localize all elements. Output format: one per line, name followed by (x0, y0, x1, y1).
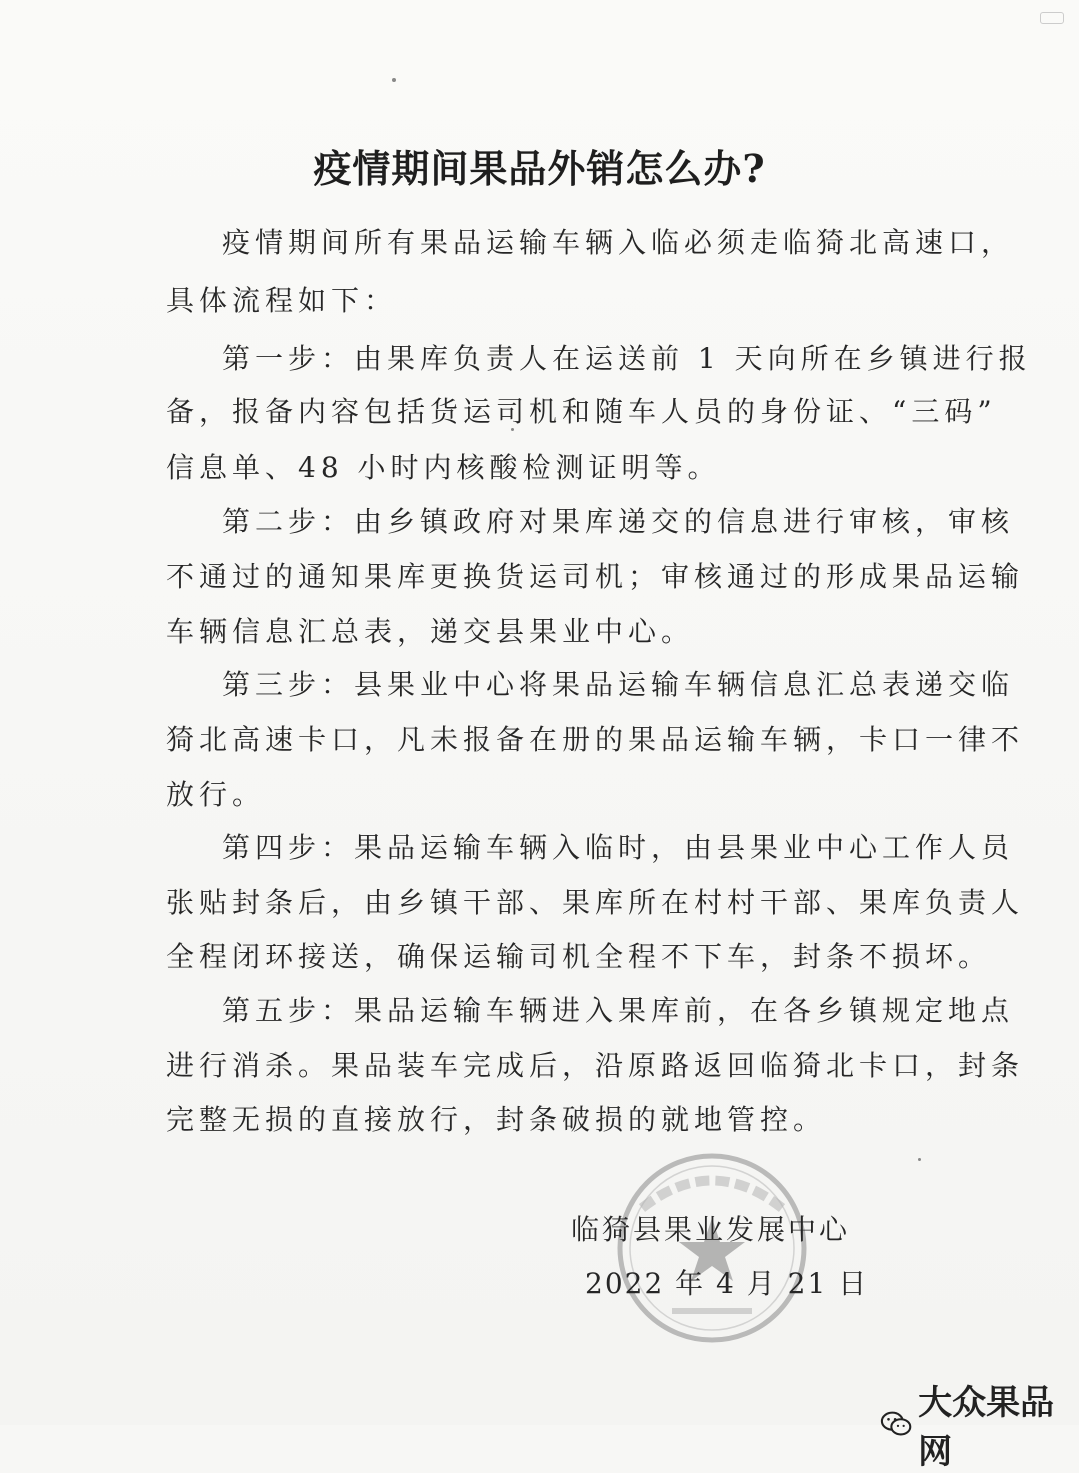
corner-mark (1040, 12, 1064, 24)
body-line: 第一步：由果库负责人在运送前 1 天向所在乡镇进行报 (222, 342, 1032, 375)
watermark-label: 大众果品网 (918, 1383, 1055, 1472)
body-line: 张贴封条后，由乡镇干部、果库所在村村干部、果库负责人 (166, 886, 1025, 919)
body-line: 第二步：由乡镇政府对果库递交的信息进行审核，审核 (222, 505, 1015, 538)
wechat-icon (880, 1409, 912, 1439)
source-watermark (880, 1375, 1079, 1473)
body-line: 备，报备内容包括货运司机和随车人员的身份证、“三码” (166, 395, 997, 428)
document-title: 疫情期间果品外销怎么办? (313, 146, 766, 191)
body-line: 具体流程如下： (166, 284, 398, 317)
official-seal (612, 1148, 812, 1348)
body-line: 进行消杀。果品装车完成后，沿原路返回临猗北卡口，封条 (166, 1049, 1025, 1082)
speck (918, 1158, 921, 1161)
body-line: 不通过的通知果库更换货运司机；审核通过的形成果品运输 (166, 560, 1025, 593)
body-line: 放行。 (166, 778, 266, 811)
body-line: 第四步：果品运输车辆入临时，由县果业中心工作人员 (222, 831, 1015, 864)
body-line: 全程闭环接送，确保运输司机全程不下车，封条不损坏。 (166, 940, 992, 973)
speck (392, 78, 396, 82)
body-line: 车辆信息汇总表，递交县果业中心。 (166, 615, 695, 648)
body-line: 第五步：果品运输车辆进入果库前，在各乡镇规定地点 (222, 994, 1015, 1027)
body-line: 第三步：县果业中心将果品运输车辆信息汇总表递交临 (222, 668, 1015, 701)
signature-date: 2022 年 4 月 21 日 (585, 1267, 869, 1300)
body-line: 完整无损的直接放行，封条破损的就地管控。 (166, 1103, 827, 1136)
body-line: 信息单、48 小时内核酸检测证明等。 (166, 451, 721, 484)
signature-organization: 临猗县果业发展中心 (571, 1213, 851, 1246)
body-line: 疫情期间所有果品运输车辆入临必须走临猗北高速口， (222, 226, 1015, 259)
body-line: 猗北高速卡口，凡未报备在册的果品运输车辆，卡口一律不 (166, 723, 1025, 756)
